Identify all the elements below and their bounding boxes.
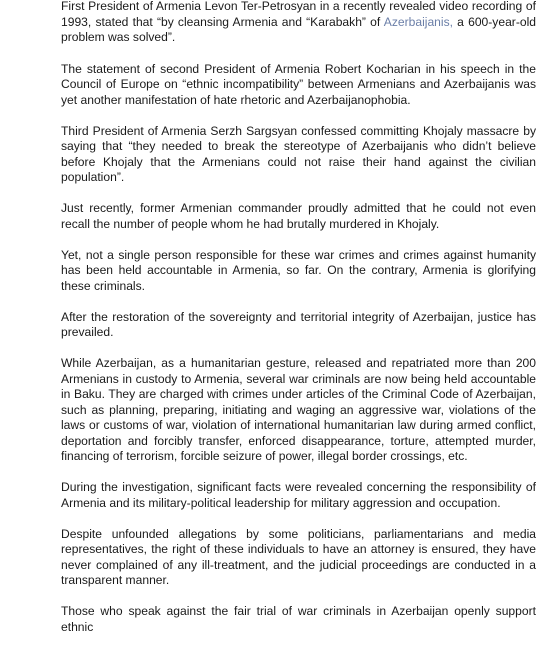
paragraph-7: While Azerbaijan, as a humanitarian gesture, released and repatriated more than 200 Armenians in custody to Armenia, several war criminals are now being held accountable in Baku. They are charged with crimes under articles of the Criminal Code of Azerbaijan, such as planning, preparing, initiating and waging an aggressive war, violations of the laws or customs of war, violation of international humanitarian law during armed conflict, deportation and forcibly transfer, enforced disappearance, torture, attempted murder, financing of terrorism, forcible seizure of power, illegal border crossings, etc. — [61, 356, 536, 463]
azerbaijanis-link[interactable]: Azerbaijanis, — [383, 14, 453, 29]
paragraph-8: During the investigation, significant facts were revealed concerning the responsibility of Armenia and its military-political leadership for military aggression and occupation. — [61, 480, 536, 510]
paragraph-1-text-before: First President of Armenia Levon Ter-Petrosyan in a recently revealed video recording of 1993, stated that “by cleansing Armenia and “Karabakh” of — [61, 0, 536, 29]
paragraph-1 — [61, 0, 536, 46]
document-body — [61, 0, 536, 651]
paragraph-10: Those who speak against the fair trial of war criminals in Azerbaijan openly support ethnic — [61, 604, 536, 634]
paragraph-6: After the restoration of the sovereignty and territorial integrity of Azerbaijan, justice has prevailed. — [61, 309, 536, 339]
paragraph-1-text-after: a 600-year-old problem was solved”. — [61, 14, 536, 44]
paragraph-2: The statement of second President of Armenia Robert Kocharian in his speech in the Council of Europe on “ethnic incompatibility” between Armenians and Azerbaijanis was yet another manifestation of hate rhetoric and Azerbaijanophobia. — [61, 61, 536, 107]
paragraph-5: Yet, not a single person responsible for these war crimes and crimes against humanity has been held accountable in Armenia, so far. On the contrary, Armenia is glorifying these criminals. — [61, 247, 536, 293]
paragraph-9: Despite unfounded allegations by some politicians, parliamentarians and media representatives, the right of these individuals to have an attorney is ensured, they have never complained of any ill-treatment, and the judicial proceedings are conducted in a transparent manner. — [61, 526, 536, 587]
paragraph-4: Just recently, former Armenian commander proudly admitted that he could not even recall the number of people whom he had brutally murdered in Khojaly. — [61, 201, 536, 231]
paragraph-3: Third President of Armenia Serzh Sargsyan confessed committing Khojaly massacre by saying that “they needed to break the stereotype of Azerbaijanis who didn’t believe before Khojaly that the Armenians could not raise their hand against the civilian population”. — [61, 123, 536, 184]
